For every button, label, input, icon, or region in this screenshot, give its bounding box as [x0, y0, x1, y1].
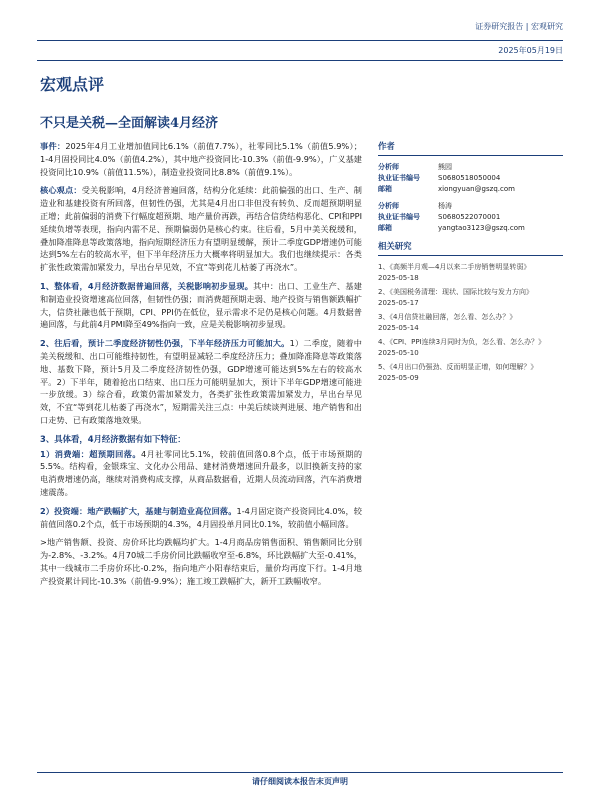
cert-number: S0680518050004 [438, 174, 501, 182]
analyst-name-row [378, 201, 563, 212]
header-rule-2 [37, 60, 563, 61]
paragraph-text: 4月社零同比5.1%，较前值回落0.8个点，低于市场预期的5.5%。结构看，金银珠宝、文化办公用品、建材消费增速回升最多，以旧换新支持的家电消费增速仍高，继续对消费构成支撑，从商品数据看，近期人员流动回落，汽车消费增速震荡。 [40, 448, 363, 497]
related-date: 2025-05-09 [378, 373, 419, 382]
analyst-card [378, 201, 563, 234]
related-title[interactable]: 2、《美国税务清理：现状、国际比较与发力方向》 [378, 288, 533, 296]
section-1-paragraph [40, 280, 362, 331]
related-item[interactable] [378, 287, 563, 308]
related-date: 2025-05-10 [378, 348, 419, 357]
related-item[interactable] [378, 312, 563, 333]
related-heading: 相关研究 [378, 240, 563, 256]
report-date: 2025年05月19日 [498, 46, 563, 55]
event-paragraph [40, 140, 362, 178]
analyst-email[interactable]: xiongyuan@gszq.com [438, 185, 515, 193]
related-item[interactable] [378, 362, 563, 383]
paragraph-text: 1）二季度，随着中美关税缓和、出口可能维持韧性，有望明显减轻二季度经济压力；叠加降准降息等政策落地、基数下降，预计5月及二季度经济韧性仍强，GDP增速可能达到5%左右的较高水平。2）下半年，随着抢出口结束、出口压力可能明显加大，预计下半年GDP增速可能进一步放缓。3）综合看，政策仍需加紧发力，各类扩张性政策需加紧发力，早出台早见效，不宜“等到花儿枯萎了再浇水”，短期需关注三点：中美后续谈判进展、地产销售和出口走势、已有政策落地效果。 [40, 338, 362, 425]
paragraph-lead: 2）投资端：地产跌幅扩大，基建与制造业高位回落。 [40, 505, 237, 516]
investment-paragraph [40, 505, 362, 531]
related-date: 2025-05-17 [378, 298, 419, 307]
analyst-card [378, 162, 563, 195]
consumption-paragraph [40, 448, 362, 499]
paragraph-text: 其中：出口、工业生产、基建和制造业投资增速高位回落，但韧性仍强；而消费超预期走弱、地产投资与销售额跌幅扩大，信贷社融也低于预期，CPI、PPI仍在低位，显示需求不足仍是核心问题。4月数据普遍回落，与此前4月PMI降至49%指向一致，应是关税影响初步显现。 [40, 280, 362, 330]
email-label: 邮箱 [378, 224, 392, 232]
report-type: 证券研究报告 | 宏观研究 [475, 22, 563, 31]
paragraph-lead: 1）消费端：超预期回落。 [40, 448, 141, 459]
analyst-name: 熊园 [438, 163, 452, 171]
analyst-cert-row [378, 212, 563, 223]
related-date: 2025-05-18 [378, 273, 419, 282]
analyst-email-row [378, 184, 563, 195]
paragraph-lead: 事件： [40, 141, 66, 151]
related-date: 2025-05-14 [378, 323, 419, 332]
paragraph-text: >地产销售额、投资、房价环比均跌幅均扩大。1-4月商品房销售面积、销售额同比分别为-2.8%、-3.2%。4月70城二手房价同比跌幅收窄至-6.8%，环比跌幅扩大至-0.41%，其中一线城市二手房价环比-0.2%，指向地产小阳春结束后，量价均再度下行。1-4月地产投资累计同比-10.3%（前值-9.9%）；施工竣工跌幅扩大，新开工跌幅收窄。 [40, 537, 362, 586]
paragraph-text: 受关税影响，4月经济普遍回落，结构分化延续：此前偏强的出口、生产、制造业和基建投资有所回落，但韧性仍强，尤其是4月出口非但没有转负、反而超预期明显正增；此前偏弱的消费下行幅度超预期、地产量价再跌，再结合信贷结构恶化、CPI和PPI延续负增等表现，指向内需不足、预期偏弱仍是核心约束。往后看，5月中美关税缓和，叠加降准降息等政策落地，指向短期经济压力有望明显缓解，预计二季度GDP增速仍可能达到5%左右的较高水平，但下半年经济压力大概率将明显加大。我们也继续提示：各类扩张性政策需加紧发力，早出台早见效，不宜“等到花儿枯萎了再浇水”。 [40, 185, 362, 273]
footer-disclaimer: 请仔细阅读本报告末页声明 [252, 776, 348, 786]
analyst-email-row [378, 223, 563, 234]
page-title: 不只是关税—全面解读4月经济 [40, 116, 219, 131]
section-3-heading: 3、具体看，4月经济数据有如下特征： [40, 433, 186, 444]
header-rule [37, 40, 563, 41]
main-body [40, 140, 362, 594]
paragraph-lead: 1、整体看，4月经济数据普遍回落，关税影响初步显现。 [40, 280, 254, 291]
related-research [378, 240, 563, 383]
paragraph-lead: 核心观点： [40, 185, 82, 196]
doc-type: 宏观点评 [40, 75, 105, 94]
email-label: 邮箱 [378, 185, 392, 193]
related-title[interactable]: 3、《4月信贷社融回落，怎么看、怎么办？》 [378, 313, 517, 321]
related-item[interactable] [378, 337, 563, 358]
related-item[interactable] [378, 262, 563, 283]
cert-number: S0680522070001 [438, 213, 501, 221]
analyst-role: 分析师 [378, 163, 399, 171]
property-paragraph [40, 536, 362, 587]
analyst-cert-row [378, 173, 563, 184]
related-title[interactable]: 1、《高频半月观—4月以来二手房销售明显转弱》 [378, 263, 531, 271]
analysts-heading: 作者 [378, 140, 563, 156]
paragraph-text: 2025年4月工业增加值同比6.1%（前值7.7%），社零同比5.1%（前值5.9%）；1-4月固投同比4.0%（前值4.2%），其中地产投资同比-10.3%（前值-9.9%），广义基建投资同比10.9%（前值11.5%），制造业投资同比8.8%（前值9.1%）。 [40, 141, 362, 177]
analyst-email[interactable]: yangtao3123@gszq.com [438, 224, 525, 232]
cert-label: 执业证书编号 [378, 174, 420, 182]
related-title[interactable]: 4、《CPI、PPI连续3月同时为负，怎么看、怎么办？》 [378, 338, 546, 346]
core-view-paragraph [40, 184, 362, 274]
analyst-name: 杨涛 [438, 202, 452, 210]
paragraph-text: 1-4月固定资产投资同比4.0%，较前值回落0.2个点，低于市场预期的4.3%，4月固投单月同比0.1%，较前值小幅回落。 [40, 505, 362, 529]
related-title[interactable]: 5、《4月出口仍强劲、反而明显正增，如何理解？》 [378, 363, 538, 371]
section-2-paragraph [40, 337, 362, 427]
cert-label: 执业证书编号 [378, 213, 420, 221]
analyst-name-row [378, 162, 563, 173]
sidebar [378, 140, 563, 387]
footer-rule [37, 772, 563, 773]
paragraph-lead: 2、往后看，预计二季度经济韧性仍强，下半年经济压力可能加大。 [40, 338, 290, 349]
analyst-role: 分析师 [378, 202, 399, 210]
